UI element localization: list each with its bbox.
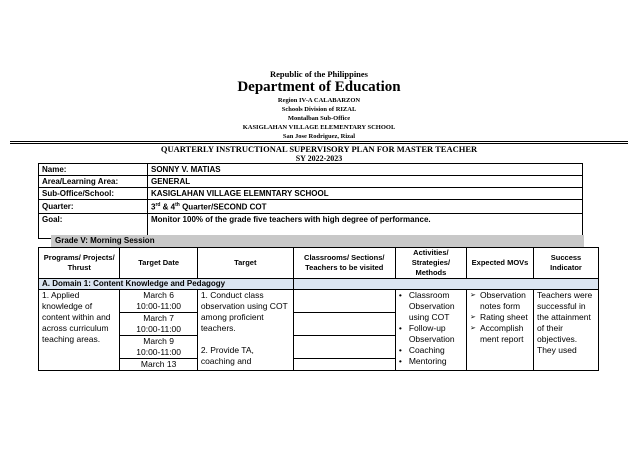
date-time: 10:00-11:00 xyxy=(136,324,182,334)
quarter-ordinal-1: rd xyxy=(155,202,161,208)
col-activities: Activities/ Strategies/ Methods xyxy=(395,248,466,279)
col-indicator: Success Indicator xyxy=(534,248,599,279)
suboffice-label: Sub-Office/School: xyxy=(39,188,148,200)
activity-item: • Mentoring xyxy=(399,356,463,367)
classroom-cell-4 xyxy=(293,359,395,371)
info-table xyxy=(38,163,583,239)
suboffice-line: Montalban Sub-Office xyxy=(287,115,351,122)
goal-value: Monitor 100% of the grade five teachers with high degree of performance. xyxy=(148,213,583,238)
school-year: SY 2022-2023 xyxy=(295,154,343,163)
mov-item: ➢ Observation notes form xyxy=(470,290,530,312)
date-cell-4 xyxy=(120,359,197,371)
target-item-2: 2. Provide TA, coaching and xyxy=(200,345,254,366)
plan-title: QUARTERLY INSTRUCTIONAL SUPERVISORY PLAN FOR MASTER TEACHER xyxy=(160,144,478,154)
date-cell-3 xyxy=(120,336,197,359)
date-time: 10:00-11:00 xyxy=(136,301,182,311)
col-classrooms: Classrooms/ Sections/ Teachers to be visited xyxy=(293,248,395,279)
movs-cell xyxy=(466,290,533,371)
area-value: GENERAL xyxy=(148,176,583,188)
name-label: Name: xyxy=(39,164,148,176)
division-line: Schools Division of RIZAL xyxy=(281,106,357,113)
address-line: San Jose Rodriguez, Rizal xyxy=(282,133,356,140)
session-bar: Grade V: Morning Session xyxy=(51,235,584,247)
date-cell-2 xyxy=(120,313,197,336)
classroom-cell-1 xyxy=(293,290,395,313)
col-target: Target xyxy=(197,248,293,279)
quarter-label: Quarter: xyxy=(39,200,148,214)
activity-item: • Coaching xyxy=(399,345,463,356)
date-day: March 6 xyxy=(143,290,174,300)
goal-label: Goal: xyxy=(39,213,148,238)
quarter-rest: Quarter/SECOND COT xyxy=(179,202,267,212)
classroom-cell-3 xyxy=(293,336,395,359)
target-cell xyxy=(197,290,293,371)
mov-item: ➢ Rating sheet xyxy=(470,312,530,323)
mov-item: ➢ Accomplish ment report xyxy=(470,323,530,345)
header-rule xyxy=(10,141,628,142)
classroom-cell-2 xyxy=(293,313,395,336)
domain-heading: A. Domain 1: Content Knowledge and Pedagogy xyxy=(39,279,294,290)
date-day: March 13 xyxy=(140,359,177,369)
col-programs: Programs/ Projects/ Thrust xyxy=(39,248,120,279)
plan-table xyxy=(38,247,599,371)
date-cell-1 xyxy=(120,290,197,313)
date-time: 10:00-11:00 xyxy=(136,347,182,357)
indicator-cell: Teachers were successful in the attainment of their objectives. They used xyxy=(534,290,599,371)
school-line: KASIGLAHAN VILLAGE ELEMENTARY SCHOOL xyxy=(242,124,396,131)
quarter-value: 3rd & 4th Quarter/SECOND COT xyxy=(148,200,583,214)
program-cell: 1. Applied knowledge of content within and across curriculum teaching areas. xyxy=(39,290,120,371)
suboffice-value: KASIGLAHAN VILLAGE ELEMNTARY SCHOOL xyxy=(148,188,583,200)
target-item-1: 1. Conduct class observation using COT among proficient teachers. xyxy=(200,290,288,333)
region-line: Region IV-A CALABARZON xyxy=(277,97,361,104)
name-value: SONNY V. MATIAS xyxy=(148,164,583,176)
activity-item: • Follow-up Observation xyxy=(399,323,463,345)
quarter-ordinal-2: th xyxy=(175,202,180,208)
date-day: March 7 xyxy=(143,313,174,323)
col-movs: Expected MOVs xyxy=(466,248,533,279)
republic-line: Republic of the Philippines xyxy=(269,69,368,79)
activity-item: • Classroom Observation using COT xyxy=(399,290,463,323)
domain-heading-fill xyxy=(293,279,598,290)
area-label: Area/Learning Area: xyxy=(39,176,148,188)
activities-cell xyxy=(395,290,466,371)
date-day: March 9 xyxy=(143,336,174,346)
col-target-date: Target Date xyxy=(120,248,197,279)
department-title: Department of Education xyxy=(237,79,401,95)
